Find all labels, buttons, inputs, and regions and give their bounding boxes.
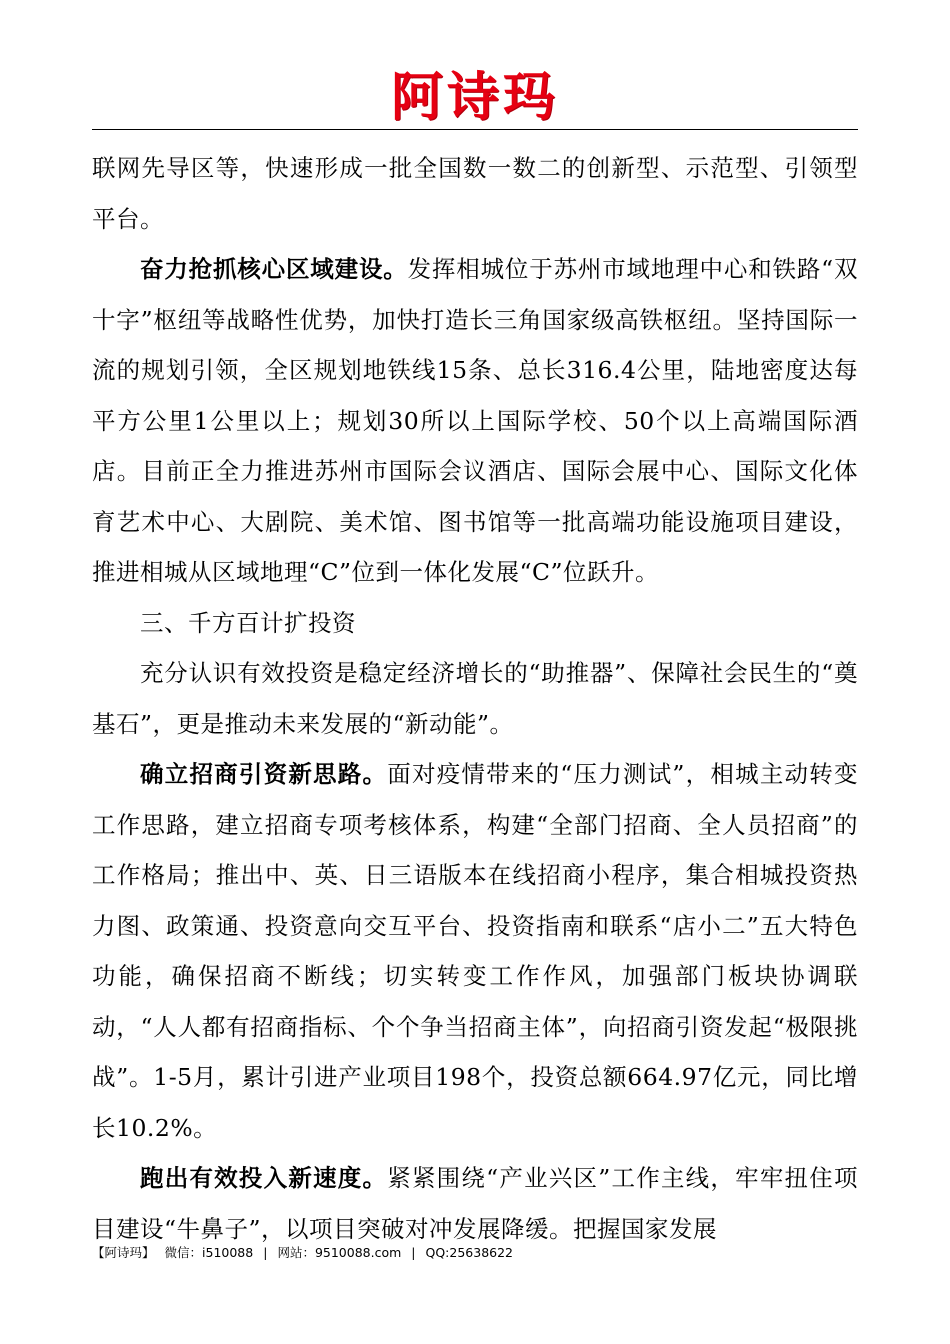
paragraph-text: 发挥相城位于苏州市域地理中心和铁路“双十字”枢纽等战略性优势，加快打造长三角国家级高铁枢纽。坚持国际一流的规划引领，全区规划地铁线15条、总长316.4公里，陆地密度达每平方公里1公里以上；规划30所以上国际学校、50个以上高端国际酒店。目前正全力推进苏州市国际会议酒店、国际会展中心、国际文化体育艺术中心、大剧院、美术馆、图书馆等一批高端功能设施项目建设，推进相城从区域地理“C”位到一体化发展“C”位跃升。 (92, 255, 859, 586)
footer-qq: QQ:25638622 (425, 1245, 514, 1260)
paragraph-continued: 联网先导区等，快速形成一批全国数一数二的创新型、示范型、引领型平台。 (92, 154, 858, 233)
paragraph-investment-attraction (92, 749, 858, 1153)
paragraph-lead: 确立招商引资新思路。 (140, 760, 388, 788)
header-divider (92, 129, 858, 130)
paragraph-lead: 奋力抢抓核心区域建设。 (140, 255, 408, 283)
paragraph-effective-input (92, 1153, 858, 1254)
footer-separator: | (263, 1245, 268, 1260)
footer-brand: 【阿诗玛】 (92, 1245, 155, 1260)
page-footer (92, 1244, 523, 1262)
paragraph-investment-intro: 充分认识有效投资是稳定经济增长的“助推器”、保障社会民生的“奠基石”，更是推动未来发展的“新动能”。 (92, 659, 858, 738)
page-header (0, 68, 950, 128)
paragraph-lead: 跑出有效投入新速度。 (140, 1164, 388, 1192)
document-body (92, 143, 858, 1254)
paragraph-text: 紧紧围绕“产业兴区”工作主线，牢牢扭住项目建设“牛鼻子”，以项目突破对冲发展降缓。把握国家发展 (92, 1164, 858, 1243)
brand-logo: 阿诗玛 (390, 68, 559, 128)
footer-wechat: 微信：i510088 (164, 1245, 254, 1260)
section-heading: 三、千方百计扩投资 (140, 608, 356, 637)
paragraph-text: 面对疫情带来的“压力测试”，相城主动转变工作思路，建立招商专项考核体系，构建“全部门招商、全人员招商”的工作格局；推出中、英、日三语版本在线招商小程序，集合相城投资热力图、政策通、投资意向交互平台、投资指南和联系“店小二”五大特色功能，确保招商不断线；切实转变工作作风，加强部门板块协调联动，“人人都有招商指标、个个争当招商主体”，向招商引资发起“极限挑战”。1-5月，累计引进产业项目198个，投资总额664.97亿元，同比增长10.2%。 (92, 760, 858, 1142)
footer-website: 网站：9510088.com (277, 1245, 402, 1260)
paragraph-core-area (92, 244, 858, 598)
footer-separator: | (411, 1245, 416, 1260)
